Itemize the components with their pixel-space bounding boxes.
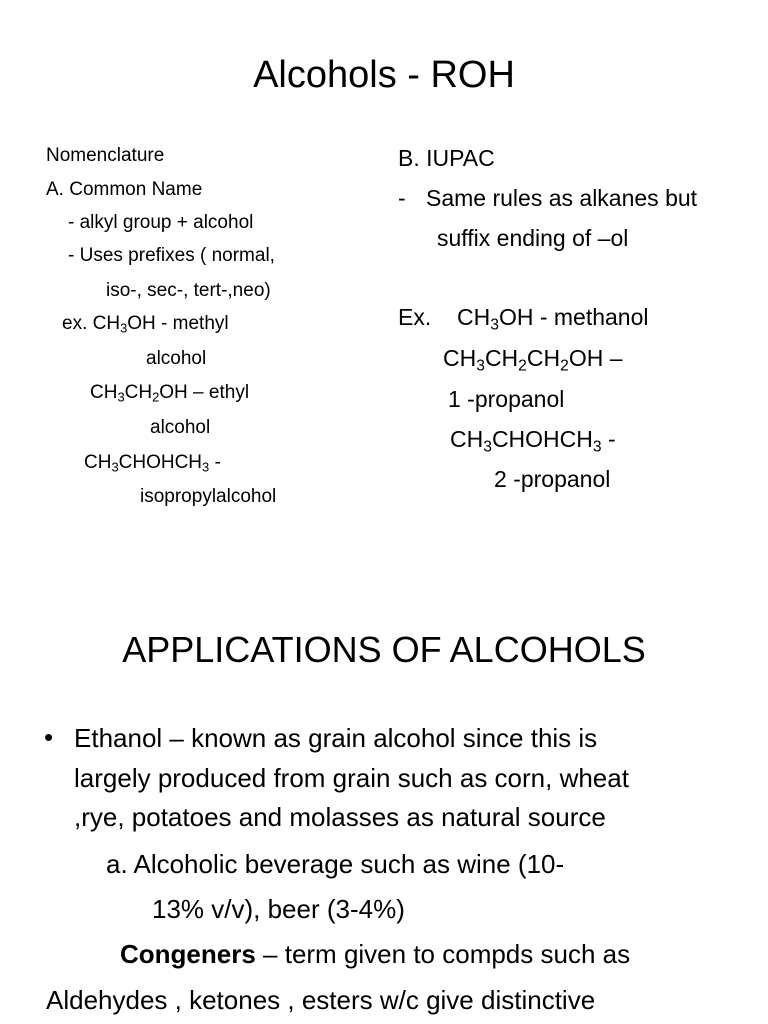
right-ex-label: Ex. — [398, 304, 432, 330]
formula-ch3ch2oh: $CH_3CH_2OH$ — [90, 382, 188, 405]
sub-item-a-line-2: 13% v/v), beer (3-4%) — [152, 894, 405, 924]
right-example-2-name: 1 -propanol — [448, 386, 565, 412]
common-rule-2-cont: iso-, sec-, tert-,neo) — [106, 280, 271, 301]
bullet-icon: • — [44, 722, 54, 752]
congeners-line — [120, 941, 630, 967]
left-example-3-cont: isopropylalcohol — [140, 486, 277, 507]
iupac-label: B. IUPAC — [398, 145, 495, 171]
common-rule-2: - Uses prefixes ( normal, — [68, 245, 275, 266]
right-example-1 — [457, 304, 649, 334]
formula-ch3oh: $CH_3OH$ — [92, 313, 156, 336]
formula-ch3chohch3-right: $CH_3CHOHCH_3$ — [450, 426, 602, 456]
common-rule-1: - alkyl group + alcohol — [68, 212, 254, 233]
right-example-3-name: 2 -propanol — [494, 466, 611, 492]
right-example-3 — [450, 426, 616, 456]
right-example-2 — [443, 345, 623, 375]
right-ex3-tail: - — [601, 426, 616, 452]
left-ex2-name: – ethyl — [187, 382, 250, 403]
last-line: Aldehydes , ketones , esters w/c give distinctive — [46, 985, 596, 1015]
formula-ch3oh-right: $CH_3OH$ — [457, 304, 534, 334]
iupac-rule-line-2: suffix ending of –ol — [437, 225, 629, 251]
right-ex1-name: - methanol — [533, 304, 649, 330]
left-ex-label: ex. — [62, 313, 88, 334]
slide-title: Alcohols - ROH — [253, 54, 515, 96]
left-example-1 — [62, 313, 229, 336]
left-example-1-cont: alcohol — [146, 348, 207, 369]
left-ex1-name: - methyl — [155, 313, 229, 334]
formula-ch3chohch3: $CH_3CHOHCH_3$ — [84, 452, 210, 475]
left-example-2 — [90, 382, 250, 405]
bullet-line-1: Ethanol – known as grain alcohol since this is — [74, 723, 598, 753]
sub-item-a-line-1: a. Alcoholic beverage such as wine (10- — [106, 849, 565, 879]
bullet-line-3: ,rye, potatoes and molasses as natural source — [74, 802, 606, 832]
congeners-term: Congeners — [120, 939, 256, 969]
iupac-rule-line-1: Same rules as alkanes but — [426, 185, 698, 211]
bullet-line-2: largely produced from grain such as corn, wheat — [74, 763, 629, 793]
formula-ch3ch2ch2oh: $CH_3CH_2CH_2OH$ — [443, 345, 604, 375]
congeners-definition: – term given to compds such as — [255, 939, 631, 969]
left-example-2-cont: alcohol — [150, 417, 211, 438]
nomenclature-label: Nomenclature — [46, 145, 165, 166]
right-ex2-tail: – — [603, 345, 623, 371]
left-example-3 — [84, 452, 221, 475]
common-name-label: A. Common Name — [46, 179, 203, 200]
applications-heading: APPLICATIONS OF ALCOHOLS — [122, 629, 646, 670]
iupac-dash: - — [398, 185, 406, 211]
left-ex3-name: - — [209, 452, 221, 473]
